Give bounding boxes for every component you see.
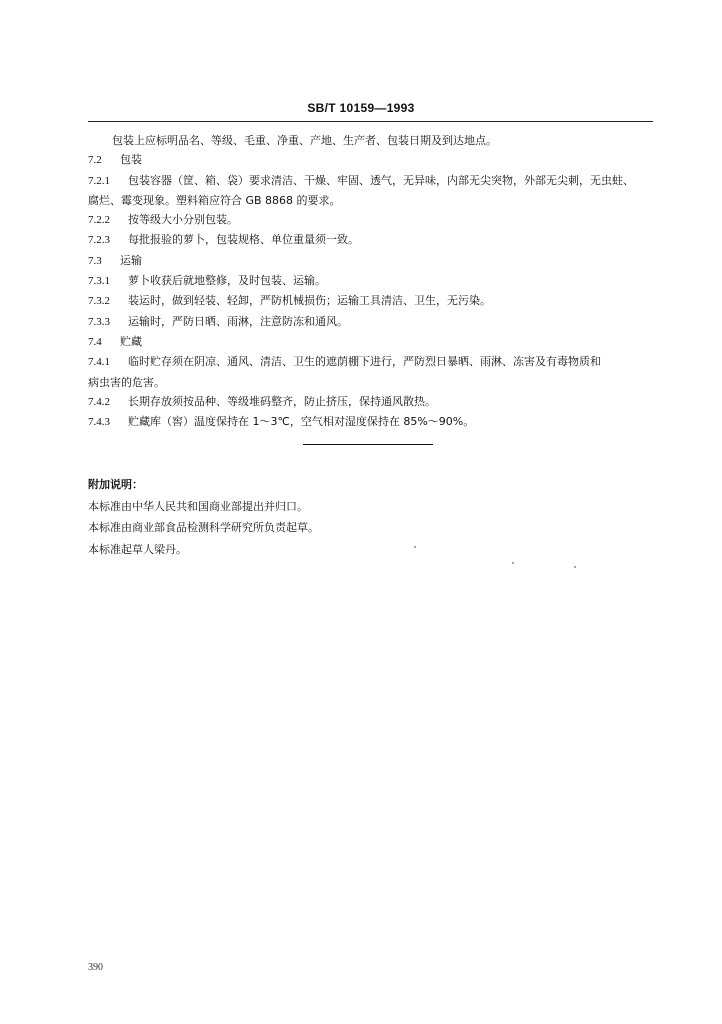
document-body: [88, 131, 653, 432]
notes-line: 本标准起草人梁丹。: [88, 542, 187, 556]
clause: [88, 271, 653, 291]
additional-notes: [88, 474, 653, 560]
page-number: 390: [88, 962, 103, 973]
notes-line: 本标准由商业部食品检测科学研究所负责起草。: [88, 521, 319, 534]
clause: [88, 171, 653, 191]
intro-line: 包装上应标明品名、等级、毛重、净重、产地、生产者、包装日期及到达地点。: [112, 134, 497, 147]
section-number: 7.4: [88, 335, 102, 348]
section-title: 包装: [120, 153, 142, 167]
end-of-standard-rule: [303, 444, 433, 445]
notes-line: 本标准由中华人民共和国商业部提出并归口。: [88, 499, 308, 513]
clause-text: 每批报验的萝卜，包装规格、单位重量须一致。: [128, 233, 359, 247]
clause-text: 运输时，严防日晒、雨淋，注意防冻和通风。: [128, 314, 348, 328]
clause-continuation: 腐烂、霉变现象。塑料箱应符合 GB 8868 的要求。: [88, 193, 341, 207]
clause-text: 临时贮存须在阴凉、通风、清洁、卫生的遮荫棚下进行，严防烈日暴晒、雨淋、冻害及有毒物质和: [128, 355, 601, 369]
clause: [88, 392, 653, 412]
clause-text: 包装容器（筐、箱、袋）要求清洁、干燥、牢固、透气，无异味，内部无尖突物，外部无尖刺，无虫蛀、: [128, 173, 634, 187]
clause-text: 按等级大小分别包装。: [128, 213, 238, 227]
scan-speck: [574, 566, 576, 568]
clause-number: 7.4.1: [88, 356, 110, 369]
section-title: 贮藏: [120, 334, 142, 348]
clause: [88, 312, 653, 332]
clause-text: 贮藏库（窖）温度保持在 1～3℃，空气相对湿度保持在 85%～90%。: [128, 415, 475, 429]
clause-number: 7.3.1: [88, 275, 110, 288]
section-title: 运输: [120, 253, 142, 267]
notes-heading: 附加说明：: [88, 478, 143, 491]
clause-text: 装运时，做到轻装、轻卸，严防机械损伤；运输工具清洁、卫生，无污染。: [128, 294, 491, 308]
clause-text: 萝卜收获后就地整修，及时包装、运输。: [128, 274, 326, 288]
clause-continuation: 病虫害的危害。: [88, 375, 165, 389]
section-heading: [88, 332, 653, 352]
clause: [88, 210, 653, 230]
page-header: SB/T 10159—1993: [307, 101, 415, 115]
clause-number: 7.2.3: [88, 234, 110, 247]
clause: [88, 291, 653, 311]
clause-number: 7.2.1: [88, 174, 110, 187]
section-number: 7.2: [88, 154, 102, 167]
scan-speck: [512, 562, 514, 564]
section-number: 7.3: [88, 254, 102, 267]
clause: [88, 230, 653, 250]
section-heading: [88, 150, 653, 170]
clause-text: 长期存放须按品种、等级堆码整齐，防止挤压，保持通风散热。: [128, 394, 436, 408]
section-heading: [88, 251, 653, 271]
clause: [88, 352, 653, 372]
clause: [88, 412, 653, 432]
header-rule: [88, 121, 653, 122]
clause-number: 7.3.3: [88, 315, 110, 328]
clause-number: 7.4.3: [88, 416, 110, 429]
clause-number: 7.3.2: [88, 295, 110, 308]
clause-number: 7.2.2: [88, 214, 110, 227]
scan-speck: [414, 546, 416, 548]
clause-number: 7.4.2: [88, 395, 110, 408]
